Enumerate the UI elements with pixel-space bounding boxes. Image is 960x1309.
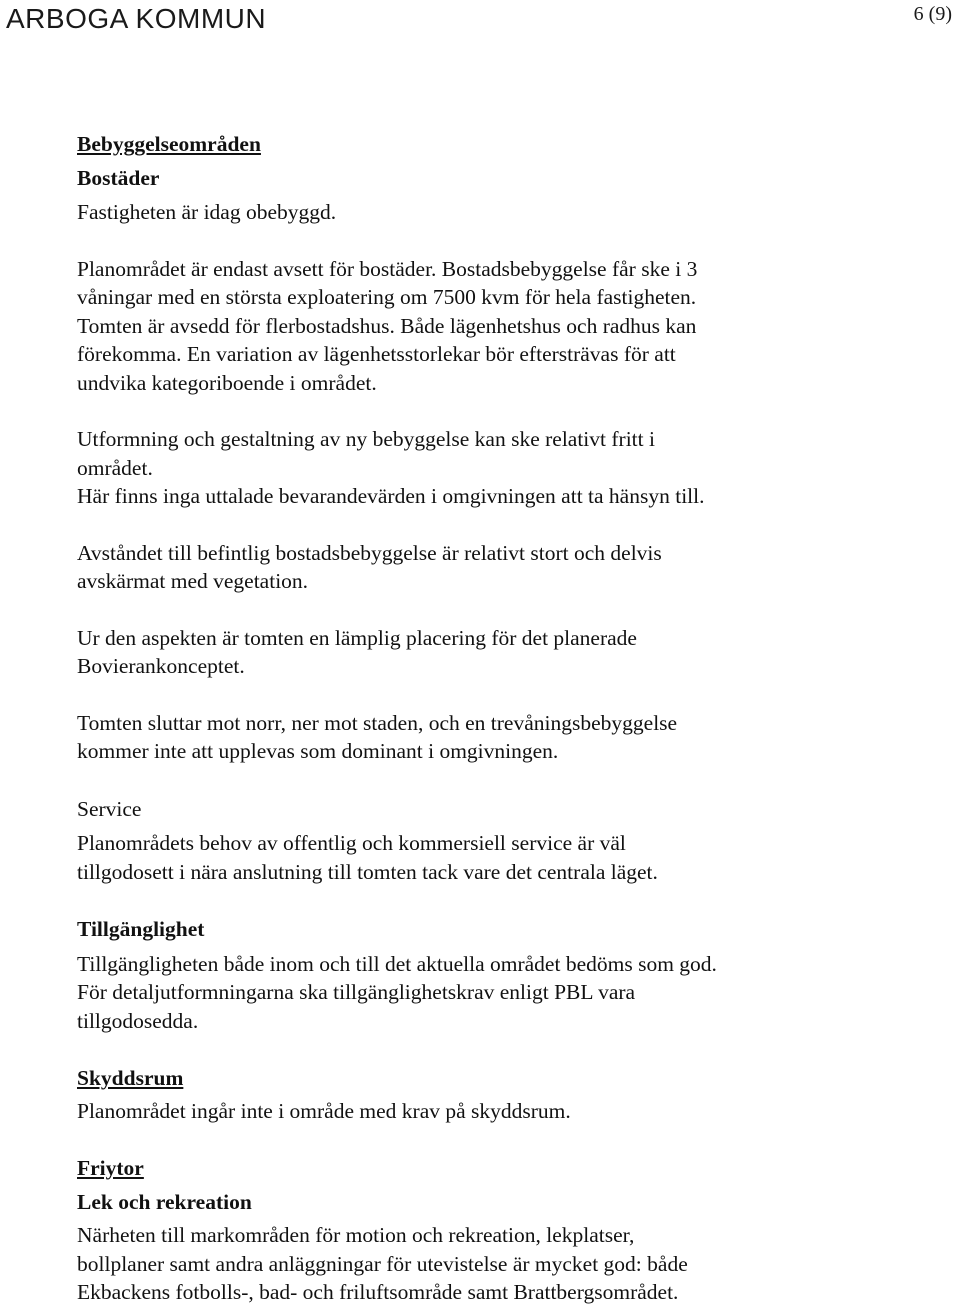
page-number: 6 (9) xyxy=(913,3,952,25)
paragraph-line: undvika kategoriboende i området. xyxy=(77,370,377,395)
section-heading-tillganglighet: Tillgänglighet xyxy=(77,917,205,941)
paragraph-line: Ekbackens fotbolls-, bad- och friluftsområde samt Brattbergsområdet. xyxy=(77,1280,679,1304)
paragraph-line: området. xyxy=(77,455,153,480)
paragraph-line: tillgodosett i nära anslutning till tomten tack vare det centrala läget. xyxy=(77,859,658,884)
paragraph-line: Avståndet till befintlig bostadsbebyggelse är relativt stort och delvis xyxy=(77,540,662,565)
paragraph-line: För detaljutformningarna ska tillgänglighetskrav enligt PBL vara xyxy=(77,980,636,1004)
paragraph-line: Tomten är avsedd för flerbostadshus. Både lägenhetshus och radhus kan xyxy=(77,313,697,338)
paragraph-line: Planområdet är endast avsett för bostäder. Bostadsbebyggelse får ske i 3 xyxy=(77,256,698,281)
paragraph-line: Tomten sluttar mot norr, ner mot staden, och en trevåningsbebyggelse xyxy=(77,710,678,735)
arboga-kommun-logo: ARBOGA KOMMUN xyxy=(6,3,267,34)
paragraph-line: Utformning och gestaltning av ny bebyggelse kan ske relativt fritt i xyxy=(77,427,655,451)
section-heading-skyddsrum: Skyddsrum xyxy=(77,1066,184,1090)
paragraph-line: Här finns inga uttalade bevarandevärden i omgivningen att ta hänsyn till. xyxy=(77,484,705,508)
paragraph-line: Bovierankonceptet. xyxy=(77,654,245,678)
paragraph-line: tillgodosedda. xyxy=(77,1008,199,1033)
paragraph-line: avskärmat med vegetation. xyxy=(77,569,309,593)
paragraph-line: Närheten till markområden för motion och rekreation, lekplatser, xyxy=(77,1223,635,1247)
section-heading-bebyggelse: Bebyggelseområden xyxy=(77,132,261,156)
document-body xyxy=(77,130,897,1307)
paragraph-line: våningar med en största exploatering om 7500 kvm för hela fastigheten. xyxy=(77,285,697,309)
paragraph-line: Planområdets behov av offentlig och kommersiell service är väl xyxy=(77,831,626,855)
section-heading-friytor: Friytor xyxy=(77,1156,144,1180)
paragraph-line: Ur den aspekten är tomten en lämplig placering för det planerade xyxy=(77,625,637,650)
paragraph-line: bollplaner samt andra anläggningar för utevistelse är mycket god: både xyxy=(77,1251,688,1276)
paragraph-line: Tillgängligheten både inom och till det aktuella området bedöms som god. xyxy=(77,951,717,976)
subheading-lek-och-rekreation: Lek och rekreation xyxy=(77,1189,252,1214)
section-heading-service: Service xyxy=(77,796,142,821)
paragraph-line: förekomma. En variation av lägenhetsstorlekar bör eftersträvas för att xyxy=(77,342,676,366)
paragraph-text: Fastigheten är idag obebyggd. xyxy=(77,200,337,224)
subheading-bostader: Bostäder xyxy=(77,165,160,190)
paragraph-line: Planområdet ingår inte i område med krav på skyddsrum. xyxy=(77,1098,571,1123)
paragraph-line: kommer inte att upplevas som dominant i omgivningen. xyxy=(77,739,559,763)
